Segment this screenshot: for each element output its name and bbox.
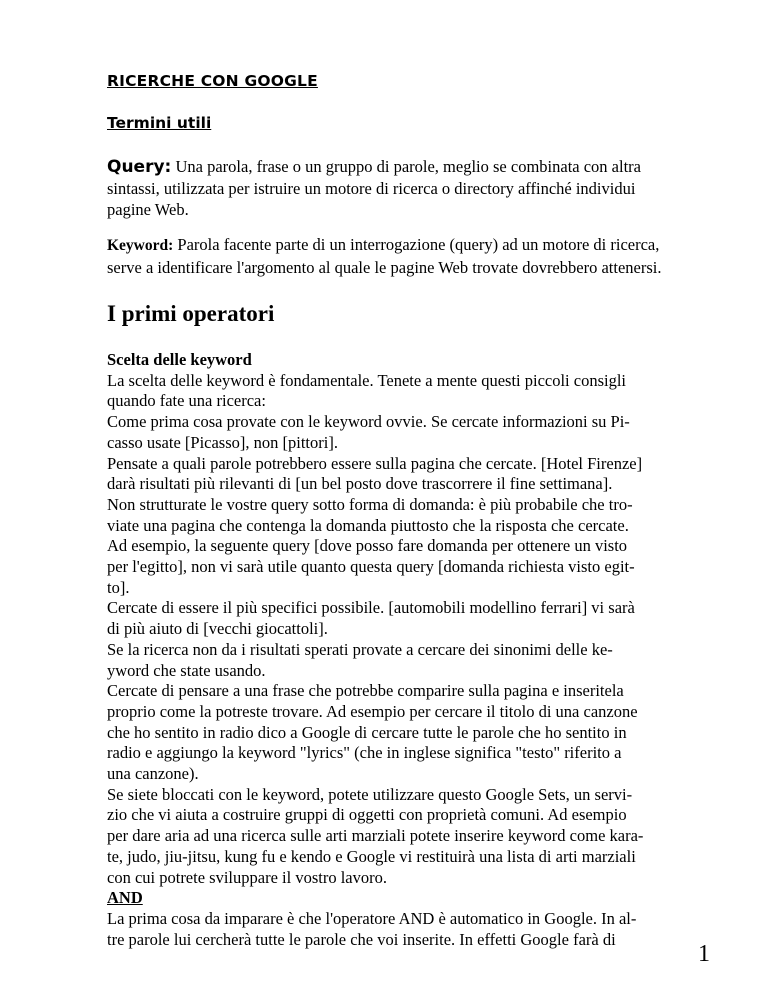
- body-line: quando fate una ricerca:: [107, 391, 266, 411]
- body-line: La prima cosa da imparare è che l'operatore AND è automatico in Google. In al-: [107, 908, 637, 928]
- body-line: una canzone).: [107, 764, 199, 784]
- body-line: Cercate di essere il più specifici possibile. [automobili modellino ferrari] vi sarà: [107, 598, 635, 618]
- body-line: zio che vi aiuta a costruire gruppi di oggetti con proprietà comuni. Ad esempio: [107, 805, 627, 825]
- subsection-heading: Scelta delle keyword: [107, 350, 252, 369]
- body-line: te, judo, jiu-jitsu, kung fu e kendo e Google vi restituirà una lista di arti marziali: [107, 846, 636, 866]
- body-text: [107, 350, 667, 950]
- body-line: radio e aggiungo la keyword "lyrics" (che in inglese significa "testo" riferito a: [107, 743, 622, 763]
- body-line: Ad esempio, la seguente query [dove posso fare domanda per ottenere un visto: [107, 536, 628, 556]
- body-line: yword che state usando.: [107, 660, 266, 680]
- body-line: La scelta delle keyword è fondamentale. Tenete a mente questi piccoli consigli: [107, 370, 627, 390]
- body-line: to].: [107, 577, 130, 597]
- definition-term-keyword: Keyword:: [107, 237, 174, 254]
- body-line: con cui potrete sviluppare il vostro lavoro.: [107, 867, 387, 887]
- definition-query: [107, 156, 667, 220]
- body-line: tre parole lui cercherà tutte le parole che voi inserite. In effetti Google farà di: [107, 929, 616, 949]
- page-number: 1: [698, 941, 710, 967]
- definition-term-query: Query:: [107, 157, 172, 177]
- section-subtitle: Termini utili: [107, 114, 212, 132]
- body-line: darà risultati più rilevanti di [un bel posto dove trascorrere il fine settimana].: [107, 474, 613, 494]
- body-line: viate una pagina che contenga la domanda piuttosto che la risposta che cercate.: [107, 515, 629, 535]
- document-title: RICERCHE CON GOOGLE: [107, 72, 318, 90]
- body-line: Se la ricerca non da i risultati sperati provate a cercare dei sinonimi delle ke-: [107, 639, 613, 659]
- and-heading: AND: [107, 888, 143, 908]
- body-line: Non strutturate le vostre query sotto forma di domanda: è più probabile che tro-: [107, 494, 633, 514]
- body-line: Se siete bloccati con le keyword, potete utilizzare questo Google Sets, un servi-: [107, 784, 633, 804]
- body-line: di più aiuto di [vecchi giocattoli].: [107, 619, 328, 639]
- body-line: proprio come la potreste trovare. Ad esempio per cercare il titolo di una canzone: [107, 701, 638, 721]
- body-line: Pensate a quali parole potrebbero essere sulla pagina che cercate. [Hotel Firenze]: [107, 453, 643, 473]
- body-line: Cercate di pensare a una frase che potrebbe comparire sulla pagina e inseritela: [107, 681, 624, 701]
- definition-keyword: [107, 234, 667, 279]
- body-line: che ho sentito in radio dico a Google di cercare tutte le parole che ho sentito in: [107, 722, 627, 742]
- section-heading: I primi operatori: [107, 301, 275, 326]
- definition-text-query: Una parola, frase o un gruppo di parole, meglio se combinata con altra sintassi, utilizzata per istruire un motore di ricerca o directory affinché individui pagine Web.: [107, 157, 641, 219]
- body-line: per dare aria ad una ricerca sulle arti marziali potete inserire keyword come kara-: [107, 826, 644, 846]
- body-line: per l'egitto], non vi sarà utile quanto questa query [domanda richiesta visto egit-: [107, 557, 635, 577]
- body-line: Come prima cosa provate con le keyword ovvie. Se cercate informazioni su Pi-: [107, 412, 630, 432]
- body-line: casso usate [Picasso], non [pittori].: [107, 432, 338, 452]
- definition-text-keyword: Parola facente parte di un interrogazione (query) ad un motore di ricerca, serve a identificare l'argomento al quale le pagine Web trovate dovrebbero attenersi.: [107, 235, 662, 277]
